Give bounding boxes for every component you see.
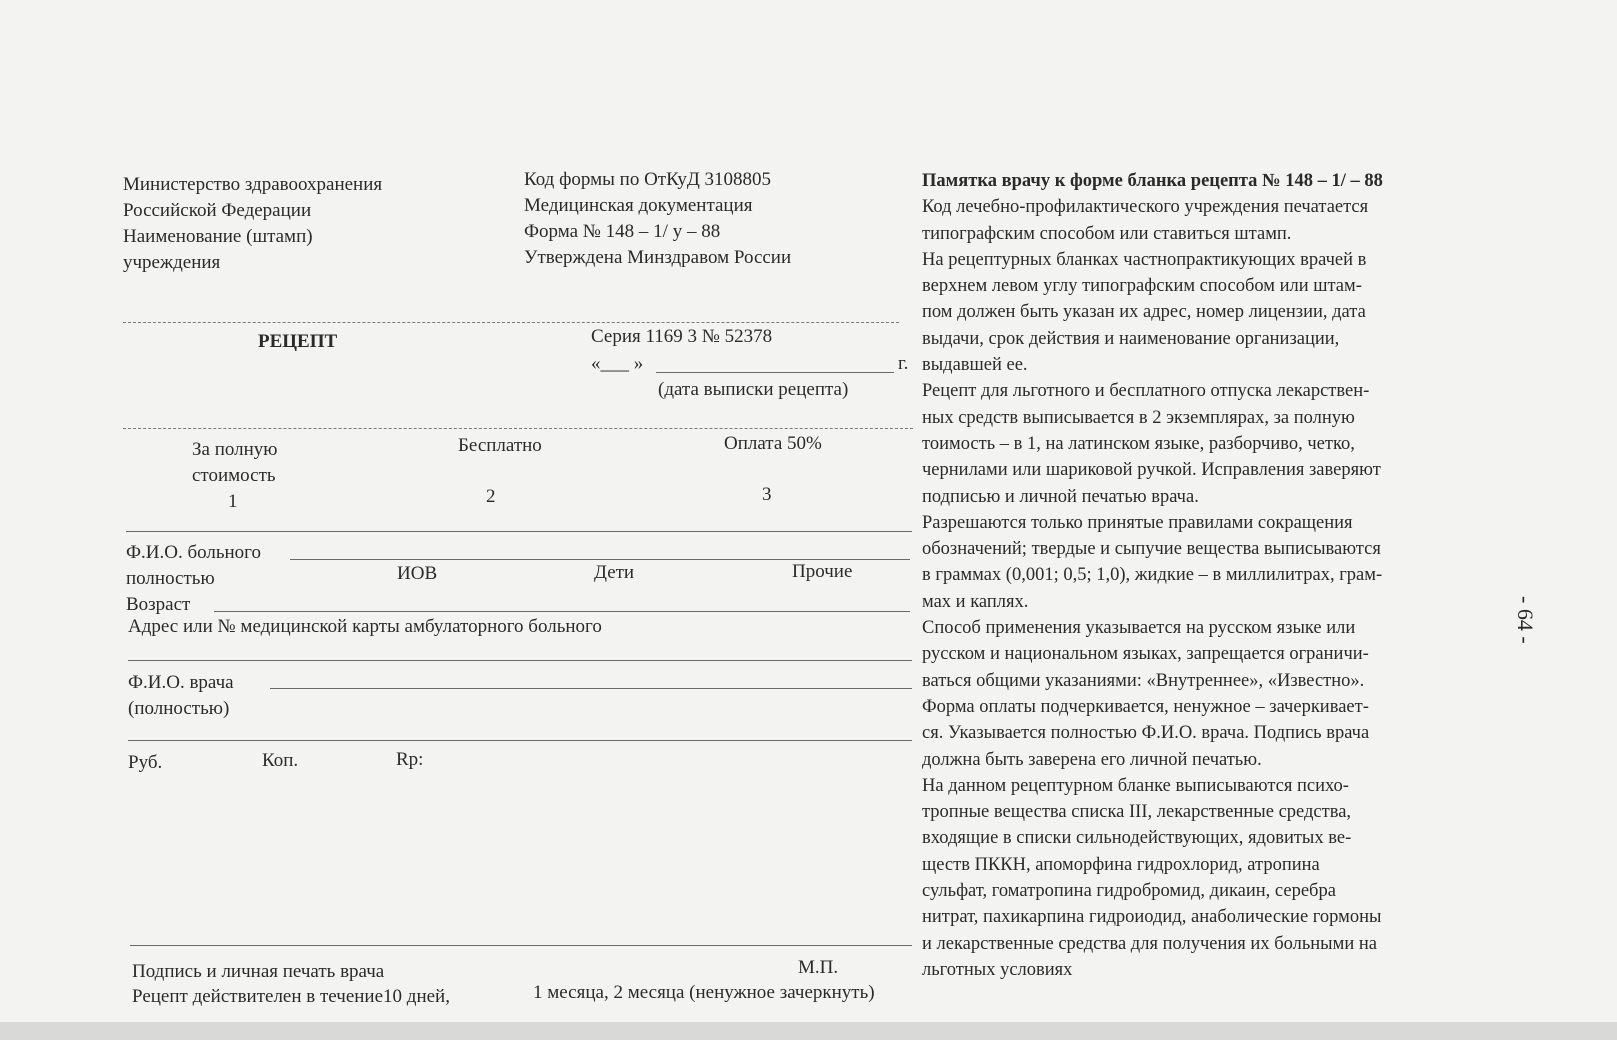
patient-address-line	[128, 660, 912, 661]
payment-half-number: 3	[762, 484, 772, 505]
form-number: Форма № 148 – 1/ у – 88	[524, 221, 721, 242]
memo-line: и лекарственные средства для получения их больными на	[922, 933, 1377, 954]
header-left	[123, 172, 463, 276]
date-day-field: «___ »	[591, 353, 644, 374]
date-caption: (дата выписки рецепта)	[658, 379, 849, 400]
category-other: Прочие	[792, 561, 853, 582]
memo-line: Код лечебно-профилактического учреждения печатается	[922, 197, 1369, 218]
payment-free-label: Бесплатно	[458, 435, 542, 456]
memo-line: в граммах (0,001; 0,5; 1,0), жидкие – в миллилитрах, грам-	[922, 565, 1383, 586]
date-year-suffix: г.	[898, 353, 909, 374]
doctor-fio-label-2: (полностью)	[128, 698, 230, 719]
memo-line: выдавшей ее.	[922, 355, 1028, 376]
header-center	[524, 167, 884, 271]
memo-line: входящие в списки сильнодействующих, ядовитых ве-	[922, 828, 1352, 849]
patient-age-line	[214, 611, 910, 612]
signature-line	[130, 945, 912, 946]
doctor-fio-line	[270, 688, 912, 689]
memo-line: типографским способом или ставиться штамп.	[922, 223, 1292, 244]
rp-label: Rp:	[396, 749, 424, 770]
date-line	[656, 372, 894, 373]
memo-line: обозначений; твердые и сыпучие вещества выписываются	[922, 539, 1381, 560]
memo-line: ществ ПККН, апоморфина гидрохлорид, атропина	[922, 854, 1320, 875]
divider	[123, 322, 899, 323]
doctor-fio-label: Ф.И.О. врача	[128, 672, 234, 693]
form-code: Код формы по ОтКуД 3108805	[524, 169, 772, 190]
memo-line: подписью и личной печатью врача.	[922, 486, 1199, 507]
memo-line: ся. Указывается полностью Ф.И.О. врача. Подпись врача	[922, 723, 1370, 744]
memo-line: нитрат, пахикарпина гидроиодид, анаболические гормоны	[922, 907, 1382, 928]
memo-line: льготных условиях	[922, 959, 1073, 980]
signature-label: Подпись и личная печать врача	[132, 961, 385, 982]
divider	[123, 428, 913, 429]
patient-fio-label: Ф.И.О. больного	[126, 542, 262, 563]
memo-line: должна быть заверена его личной печатью.	[922, 749, 1262, 770]
stamp-place-label: М.П.	[798, 957, 839, 978]
memo-line: ваться общими указаниями: «Внутреннее», «Известно».	[922, 670, 1365, 691]
recipe-series: Серия 1169 3 № 52378	[591, 326, 773, 347]
patient-fio-label-2: полностью	[126, 568, 215, 589]
memo-line: чернилами или шариковой ручкой. Исправления заверяют	[922, 460, 1381, 481]
header-left-line: учреждения	[123, 252, 221, 273]
form-doc-type: Медицинская документация	[524, 195, 753, 216]
divider	[126, 531, 912, 532]
memo-line: На рецептурных бланках частнопрактикующих врачей в	[922, 249, 1367, 270]
form-approval: Утверждена Минздравом России	[524, 247, 792, 268]
memo-line: тоимость – в 1, на латинском языке, разборчиво, четко,	[922, 433, 1355, 454]
validity-text: Рецепт действителен в течение10 дней,	[132, 986, 450, 1007]
memo-line: тропные вещества списка III, лекарственные средства,	[922, 802, 1352, 823]
payment-full-label: За полную	[192, 439, 278, 460]
header-left-line: Министерство здравоохранения	[123, 174, 383, 195]
memo-line: Форма оплаты подчеркивается, ненужное – зачеркивает-	[922, 696, 1369, 717]
memo-line: сульфат, гоматропина гидробромид, дикаин, серебра	[922, 881, 1336, 902]
price-kop-label: Коп.	[262, 750, 299, 771]
price-rub-label: Руб.	[128, 752, 163, 773]
payment-full-number: 1	[228, 491, 238, 512]
category-kids: Дети	[594, 562, 635, 583]
recipe-title: РЕЦЕПТ	[258, 331, 338, 352]
validity-text-2: 1 месяца, 2 месяца (ненужное зачеркнуть)	[533, 982, 875, 1003]
payment-half-label: Оплата 50%	[724, 433, 822, 454]
memo-line: выдачи, срок действия и наименование организации,	[922, 328, 1340, 349]
page-edge	[0, 1022, 1617, 1040]
memo-line: Способ применения указывается на русском языке или	[922, 618, 1356, 639]
payment-full-label-2: стоимость	[192, 465, 276, 486]
header-left-line: Наименование (штамп)	[123, 226, 313, 247]
category-iov: ИОВ	[397, 563, 438, 584]
memo-line: Рецепт для льготного и бесплатного отпуска лекарствен-	[922, 381, 1370, 402]
divider	[128, 740, 912, 741]
page-number: - 64 -	[1513, 596, 1538, 644]
memo-text	[922, 194, 1482, 983]
patient-age-label: Возраст	[126, 594, 191, 615]
memo-line: На данном рецептурном бланке выписываются психо-	[922, 775, 1349, 796]
payment-free-number: 2	[486, 486, 496, 507]
header-left-line: Российской Федерации	[123, 200, 312, 221]
memo-line: пом должен быть указан их адрес, номер лицензии, дата	[922, 302, 1366, 323]
memo-line: верхнем левом углу типографским способом или штам-	[922, 276, 1362, 297]
memo-line: русском и национальном языках, запрещается ограничи-	[922, 644, 1369, 665]
patient-address-label: Адрес или № медицинской карты амбулаторного больного	[128, 616, 602, 637]
memo-column	[922, 168, 1482, 983]
memo-title: Памятка врачу к форме бланка рецепта № 148 – 1/ – 88	[922, 171, 1383, 191]
patient-fio-line	[290, 559, 910, 560]
memo-line: Разрешаются только принятые правилами сокращения	[922, 512, 1353, 533]
memo-line: мах и каплях.	[922, 591, 1029, 612]
memo-line: ных средств выписывается в 2 экземплярах, за полную	[922, 407, 1355, 428]
